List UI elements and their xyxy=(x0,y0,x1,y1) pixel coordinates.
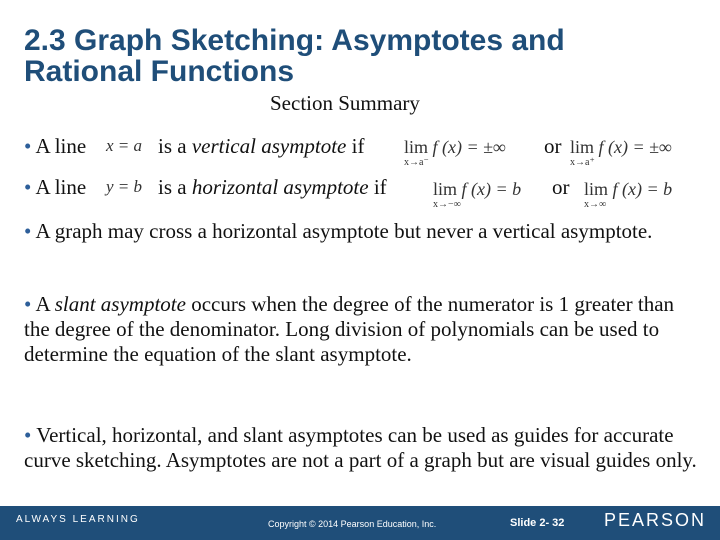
footer-tagline: ALWAYS LEARNING xyxy=(16,514,140,525)
horizontal-asymptote-bullet xyxy=(24,175,86,200)
vertical-asymptote-bullet xyxy=(24,134,86,159)
vertical-limit-1: lim x→a⁻ f (x) = ±∞ xyxy=(404,137,506,168)
slant-asymptote-bullet: • A slant asymptote occurs when the degree of the numerator is 1 greater than the degree of the denominator. Long division of polynomials can be used to determine the equation of the slant asymptote. xyxy=(24,292,675,367)
or-text: or xyxy=(544,134,562,158)
horizontal-limit-2: lim x→∞ f (x) = b xyxy=(584,179,673,210)
guides-bullet: • Vertical, horizontal, and slant asymptotes can be used as guides for accurate curve sketching. Asymptotes are not a part of a graph but are visual guides only. xyxy=(24,423,697,473)
slide-title-line1: 2.3 Graph Sketching: Asymptotes and xyxy=(24,24,565,57)
vertical-line-equation: x = a xyxy=(106,136,143,155)
or-text: or xyxy=(552,175,570,199)
bullet-marker: • xyxy=(24,134,32,158)
bullet-marker: • xyxy=(24,423,32,447)
bullet-marker: • xyxy=(24,219,32,243)
cross-asymptote-bullet: • A graph may cross a horizontal asymptote but never a vertical asymptote. xyxy=(24,219,653,243)
bullet-marker: • xyxy=(24,292,32,316)
slide-number: Slide 2- 32 xyxy=(510,517,565,529)
horizontal-line-equation: y = b xyxy=(106,177,143,196)
bullet-lead: A line xyxy=(35,134,87,158)
bullet-marker: • xyxy=(24,175,32,199)
pearson-logo: PEARSON xyxy=(604,510,707,530)
slide-subtitle: Section Summary xyxy=(270,91,420,115)
term-vertical-asymptote: vertical asymptote xyxy=(191,134,347,158)
footer-bar xyxy=(0,506,720,540)
term-slant-asymptote: slant asymptote xyxy=(54,292,186,316)
vertical-limit-2: lim x→a⁺ f (x) = ±∞ xyxy=(570,137,672,168)
bullet-lead: A line xyxy=(35,175,87,199)
term-horizontal-asymptote: horizontal asymptote xyxy=(191,175,369,199)
vertical-definition-text: is a vertical asymptote if xyxy=(158,134,365,158)
slide-title xyxy=(24,26,704,87)
horizontal-definition-text: is a horizontal asymptote if xyxy=(158,175,387,199)
horizontal-limit-1: lim x→−∞ f (x) = b xyxy=(433,179,522,210)
slide-title-line2: Rational Functions xyxy=(24,54,294,88)
footer-copyright: Copyright © 2014 Pearson Education, Inc. xyxy=(268,519,437,529)
